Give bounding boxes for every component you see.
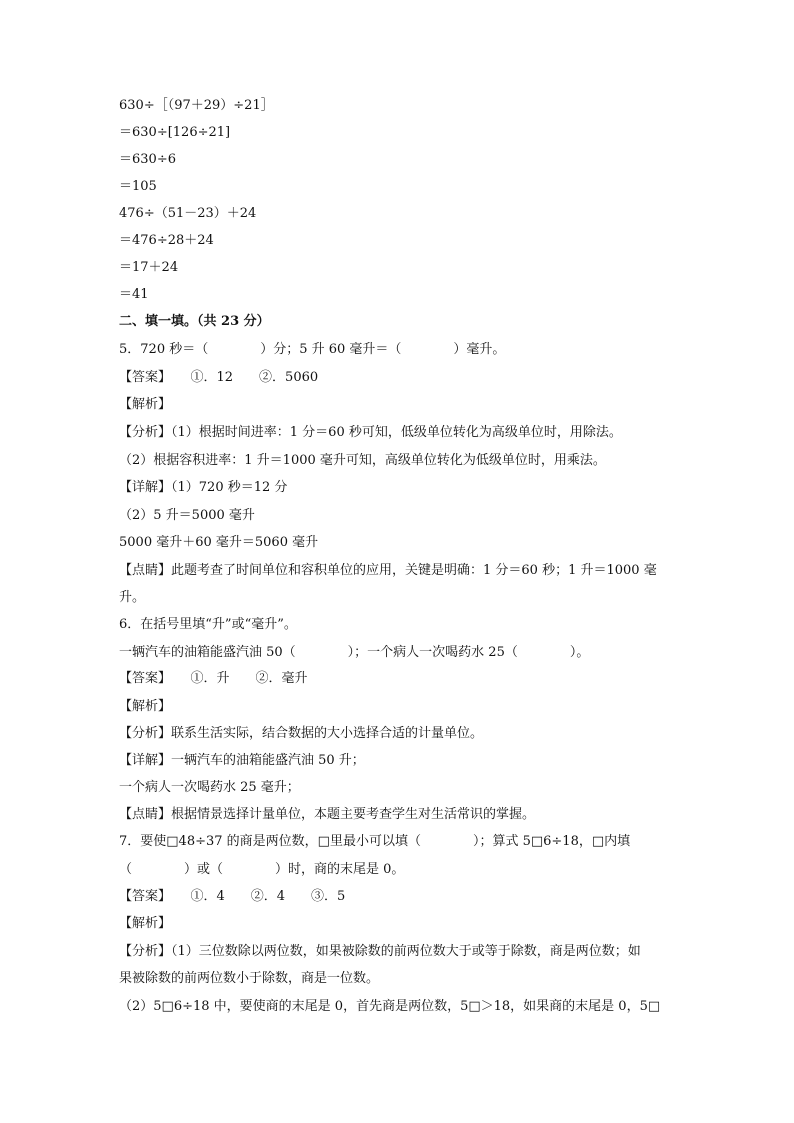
q6-detail-1: 【详解】一辆汽车的油箱能盛汽油 50 升； — [119, 753, 365, 768]
calc2-line-2: ＝476÷28＋24 — [119, 233, 214, 248]
q7-question-2: （ ）或（ ）时，商的末尾是 0。 — [119, 862, 405, 877]
q7-analysis-1: 【分析】（1）三位数除以两位数，如果被除数的前两位数大于或等于除数，商是两位数；如 — [119, 944, 641, 959]
q7-answer: 【答案】 ①．4 ②．4 ③．5 — [119, 889, 346, 904]
q6-question: 6．在括号里填“升”或“毫升”。 — [119, 617, 297, 632]
q6-answer: 【答案】 ①．升 ②．毫升 — [119, 671, 308, 686]
q6-sentence: 一辆汽车的油箱能盛汽油 50（ ）；一个病人一次喝药水 25（ ）。 — [119, 645, 590, 660]
q5-question: 5．720 秒＝（ ）分；5 升 60 毫升＝（ ）毫升。 — [119, 342, 506, 357]
calc2-line-4: ＝41 — [119, 287, 149, 302]
q5-detail-1: 【详解】（1）720 秒＝12 分 — [119, 480, 288, 495]
q7-analysis-3: （2）5□6÷18 中，要使商的末尾是 0，首先商是两位数，5□＞18，如果商的末尾是 0，5□ — [119, 999, 661, 1014]
q6-comment: 【点睛】根据情景选择计量单位，本题主要考查学生对生活常识的掌握。 — [119, 807, 536, 822]
calc1-line-2: ＝630÷[126÷21] — [119, 125, 231, 140]
q6-detail-2: 一个病人一次喝药水 25 毫升； — [119, 780, 300, 795]
calc1-line-4: ＝105 — [119, 179, 157, 194]
q6-analysis: 【分析】联系生活实际，结合数据的大小选择合适的计量单位。 — [119, 726, 484, 741]
q5-comment-2: 升。 — [119, 590, 146, 605]
q5-analysis-2: （2）根据容积进率：1 升＝1000 毫升可知，高级单位转化为低级单位时，用乘法。 — [119, 453, 606, 468]
q5-detail-2: （2）5 升＝5000 毫升 — [119, 508, 255, 523]
calc2-line-1: 476÷（51－23）＋24 — [119, 206, 257, 221]
calc2-line-3: ＝17＋24 — [119, 260, 179, 275]
q5-analysis-1: 【分析】（1）根据时间进率：1 分＝60 秒可知，低级单位转化为高级单位时，用除法。 — [119, 425, 622, 440]
section-heading: 二、填一填。（共 23 分） — [119, 314, 270, 329]
q7-analysis-heading: 【解析】 — [119, 916, 172, 931]
calc1-line-1: 630÷［（97＋29）÷21］ — [119, 98, 274, 113]
q5-comment-1: 【点睛】此题考查了时间单位和容积单位的应用，关键是明确：1 分＝60 秒；1 升＝1000 毫 — [119, 563, 657, 578]
calc1-line-3: ＝630÷6 — [119, 152, 176, 167]
q7-question-1: 7．要使□48÷37 的商是两位数，□里最小可以填（ ）；算式 5□6÷18，□内填 — [119, 834, 631, 849]
q6-analysis-heading: 【解析】 — [119, 699, 172, 714]
q7-analysis-2: 果被除数的前两位数小于除数，商是一位数。 — [119, 971, 380, 986]
q5-answer: 【答案】 ①．12 ②．5060 — [119, 370, 319, 385]
q5-detail-3: 5000 毫升＋60 毫升＝5060 毫升 — [119, 535, 319, 550]
q5-analysis-heading: 【解析】 — [119, 397, 172, 412]
